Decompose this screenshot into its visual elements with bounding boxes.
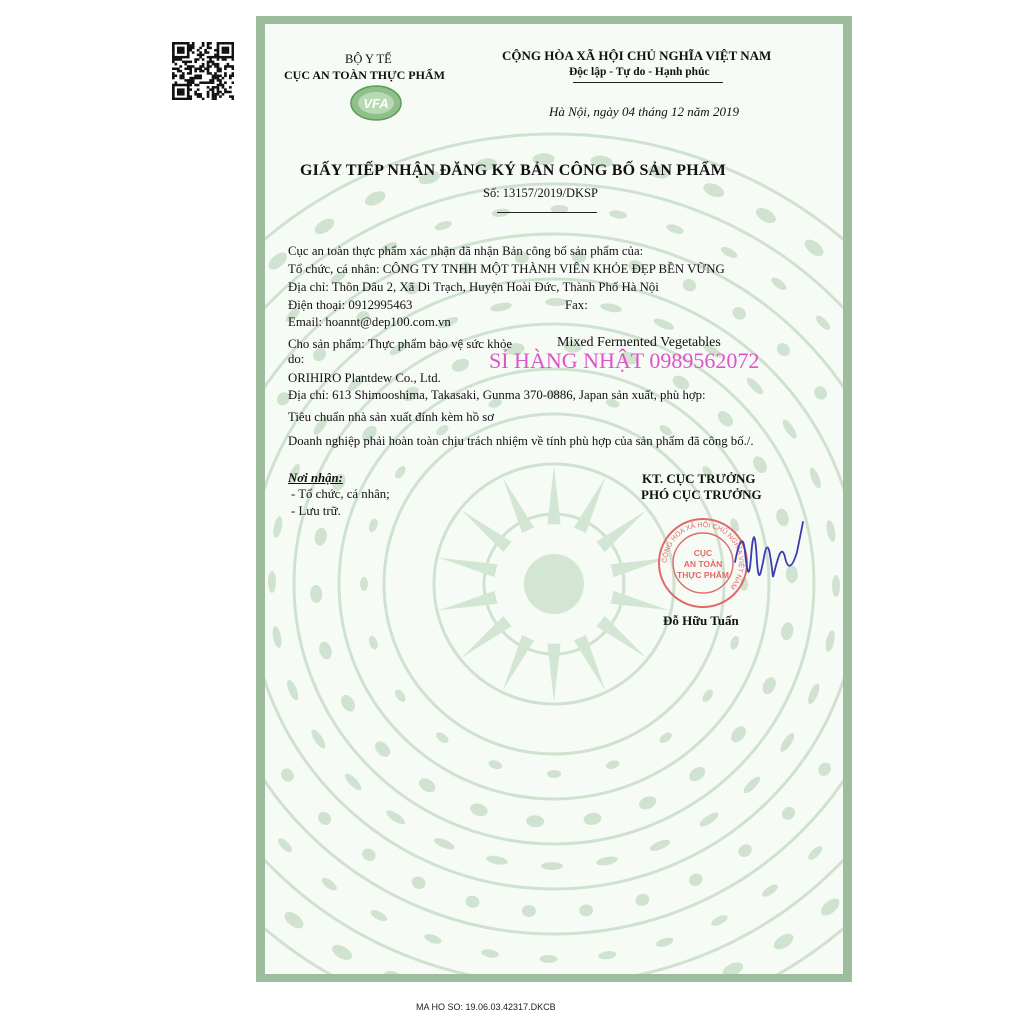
recipient-item: - Tổ chức, cá nhân; bbox=[291, 487, 390, 501]
document-title: GIẤY TIẾP NHẬN ĐĂNG KÝ BẢN CÔNG BỐ SẢN PHẨM bbox=[300, 162, 726, 179]
motto: Độc lập - Tự do - Hạnh phúc bbox=[569, 66, 710, 78]
certificate-sheet bbox=[256, 16, 852, 982]
recipient-item: - Lưu trữ. bbox=[291, 504, 341, 518]
product-prefix: Cho sản phẩm: Thực phẩm bảo vệ sức khỏe bbox=[288, 337, 513, 351]
document-number: Số: 13157/2019/DKSP bbox=[483, 186, 598, 200]
fax-line: Fax: bbox=[565, 298, 588, 312]
svg-text:CỘNG HÒA XÃ HỘI CHỦ NGHĨA VIỆT: CỘNG HÒA XÃ HỘI CHỦ NGHĨA VIỆT NAM bbox=[661, 521, 745, 591]
dossier-code: MA HO SO: 19.06.03.42317.DKCB bbox=[416, 1002, 556, 1012]
vfa-logo bbox=[349, 84, 403, 122]
country-name: CỘNG HÒA XÃ HỘI CHỦ NGHĨA VIỆT NAM bbox=[502, 48, 772, 63]
phone-line: Điện thoại: 0912995463 bbox=[288, 298, 413, 312]
agency-name: CỤC AN TOÀN THỰC PHẨM bbox=[284, 68, 445, 82]
manufacturer-address: Địa chỉ: 613 Shimooshima, Takasaki, Gunma 370-0886, Japan sản xuất, phù hợp: bbox=[288, 388, 706, 402]
email-line: Email: hoannt@dep100.com.vn bbox=[288, 315, 451, 329]
svg-text:CỤC: CỤC bbox=[693, 548, 713, 558]
motto-underline bbox=[573, 82, 723, 83]
manufacturer-line: ORIHIRO Plantdew Co., Ltd. bbox=[288, 371, 441, 385]
do-label: do: bbox=[288, 352, 305, 366]
address-line: Địa chỉ: Thôn Dâu 2, Xã Di Trạch, Huyện Hoài Đức, Thành Phố Hà Nội bbox=[288, 280, 659, 294]
certificate-paper bbox=[265, 24, 843, 974]
handwritten-signature bbox=[727, 512, 807, 602]
organization-line: Tổ chức, cá nhân: CÔNG TY TNHH MỘT THÀNH VIÊN KHỎE ĐẸP BỀN VỮNG bbox=[288, 262, 725, 276]
date-line: Hà Nội, ngày 04 tháng 12 năm 2019 bbox=[549, 104, 739, 119]
svg-text:THỰC PHẨM: THỰC PHẨM bbox=[677, 570, 729, 580]
ministry-name: BỘ Y TẾ bbox=[345, 52, 392, 66]
title-underline bbox=[497, 212, 597, 213]
signer-title-2: PHÓ CỤC TRƯỞNG bbox=[641, 487, 762, 502]
signer-title-1: KT. CỤC TRƯỞNG bbox=[642, 471, 756, 486]
svg-text:AN TOÀN: AN TOÀN bbox=[683, 559, 723, 569]
recipients-label: Nơi nhận: bbox=[288, 471, 343, 485]
svg-text:VFA: VFA bbox=[363, 96, 389, 111]
qr-code bbox=[172, 42, 234, 100]
standard-line: Tiêu chuẩn nhà sản xuất đính kèm hồ sơ bbox=[288, 410, 495, 424]
product-name: Mixed Fermented Vegetables bbox=[557, 335, 721, 350]
overlay-watermark-text: SỈ HÀNG NHẬT 0989562072 bbox=[489, 348, 760, 373]
signer-name: Đỗ Hữu Tuấn bbox=[663, 613, 739, 628]
intro-line: Cục an toàn thực phẩm xác nhận đã nhận Bản công bố sản phẩm của: bbox=[288, 244, 644, 258]
responsibility-line: Doanh nghiệp phải hoàn toàn chịu trách nhiệm về tính phù hợp của sản phẩm đã công bố./. bbox=[288, 434, 754, 448]
